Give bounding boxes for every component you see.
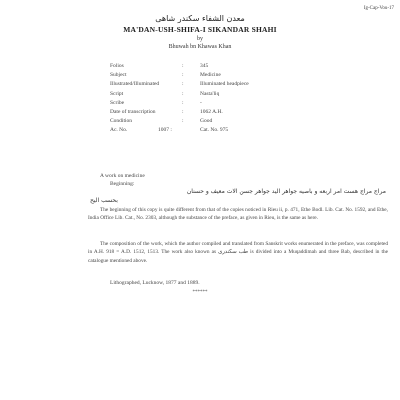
meta-row-folios (110, 62, 330, 71)
meta-value: - (200, 99, 202, 106)
beginning-text-arabic: مراج مراج هست امر اربعه و باصیه جواهر الید جواهر جسن الات معیف و حسنان (186, 188, 386, 195)
meta-label: Illustrated/Illuminated (110, 81, 160, 88)
title-author: Bhuwah bn Khawas Khan (168, 44, 232, 50)
beginning-text-arabic-end: بحسب الیح (90, 197, 118, 204)
meta-label: Script (110, 90, 124, 97)
meta-label: Ac. No. (110, 127, 128, 134)
meta-value: 345 (200, 63, 209, 69)
meta-row-script (110, 90, 330, 99)
metadata-table (110, 62, 330, 136)
meta-value: 1062 A.H. (200, 108, 223, 115)
end-mark: ****** (192, 290, 208, 295)
beginning-heading: Beginning: (110, 181, 135, 187)
meta-label: Folios (110, 63, 124, 69)
paragraph-composition: The composition of the work, which the author compiled and translated from Sanskrit works enumerated in the preface, was completed in A.H. 918 = A.D. 1512, 1513. The work also known as طب سکندری is divided into a Muqaddimah and three Bab, described in the catalogue mentioned above. (88, 241, 388, 264)
meta-colon: 1007 : (158, 127, 172, 134)
meta-colon: : (182, 108, 184, 115)
meta-row-condition (110, 117, 330, 126)
meta-value: Cat. No. 975 (200, 127, 229, 134)
meta-colon: : (182, 90, 184, 97)
meta-value: Medicine (200, 72, 221, 79)
work-description: A work on medicine (100, 173, 145, 179)
meta-colon: : (182, 72, 184, 79)
title-by: by (197, 36, 203, 42)
meta-row-scribe (110, 99, 330, 108)
meta-row-date (110, 108, 330, 117)
meta-row-illustrated (110, 80, 330, 89)
meta-colon: : (182, 63, 184, 69)
meta-label: Subject (110, 72, 127, 79)
meta-row-accession (110, 126, 330, 135)
paragraph-copy-comparison: The beginning of this copy is quite different from that of the copies noticed in Rieu ii, p. 471, Ethe Bodl. Lib. Cat. No. 1592, and Ethe, India Office Lib. Cat., No. 2303, although the substance of the preface, as given in Rieu, is the same as here. (88, 207, 388, 222)
meta-label: Condition (110, 118, 133, 125)
title-urdu: معدن الشفاء سکندر شاهی (155, 14, 245, 23)
meta-value: Good (200, 118, 213, 125)
meta-row-subject (110, 71, 330, 80)
lithographed-note: Lithographed, Lucknow, 1877 and 1889. (110, 280, 200, 286)
meta-value: Nasta'liq (200, 90, 220, 97)
meta-colon: : (182, 81, 184, 88)
meta-label: Date of transcription (110, 108, 156, 115)
title-latin: MA'DAN-USH-SHIFA-I SIKANDAR SHAHI (123, 25, 277, 34)
meta-value: Illuminated headpiece (200, 81, 249, 88)
meta-colon: : (182, 99, 184, 106)
meta-colon: : (182, 118, 184, 125)
page-reference: Ig-Cap-Vou-17 (363, 6, 394, 11)
meta-label: Scribe (110, 99, 125, 106)
